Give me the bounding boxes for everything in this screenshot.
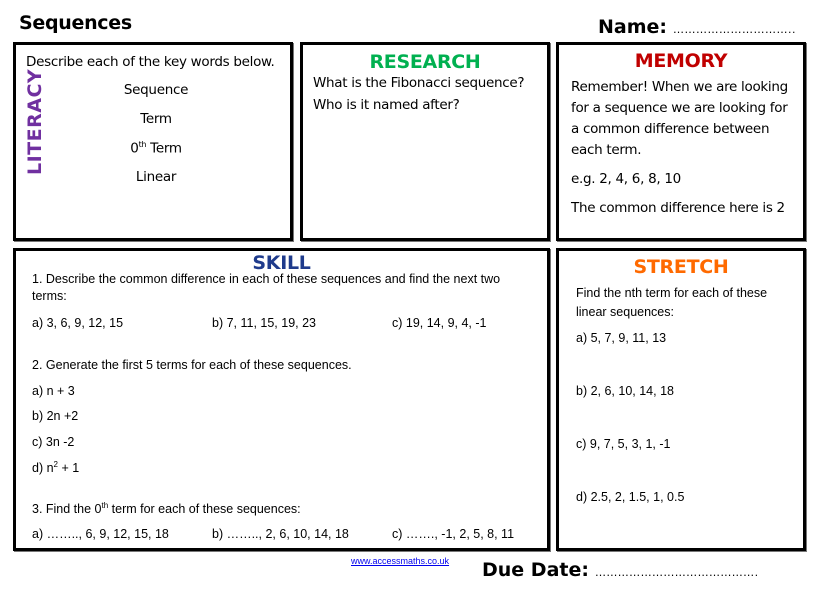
q1-text-line2: terms:: [32, 289, 67, 303]
stretch-item-c: c) 9, 7, 5, 3, 1, -1: [576, 437, 671, 451]
memory-box: [556, 42, 806, 241]
q2-item-b: b) 2n +2: [32, 409, 79, 423]
skill-heading: SKILL: [252, 252, 311, 274]
memory-heading: MEMORY: [634, 50, 728, 72]
stretch-item-b: b) 2, 6, 10, 14, 18: [576, 384, 674, 398]
keyword-zeroth-suffix: Term: [146, 140, 182, 157]
q3-item-b: b) …….., 2, 6, 10, 14, 18: [212, 527, 349, 541]
keyword-sequence: Sequence: [123, 82, 189, 98]
name-label: Name:: [598, 16, 668, 38]
keyword-zeroth-term: [76, 140, 236, 157]
stretch-box: [556, 248, 806, 551]
page-title: Sequences: [19, 12, 132, 34]
q2-item-d-suffix: + 1: [58, 461, 80, 476]
keyword-zeroth-sup: th: [138, 140, 147, 149]
stretch-intro-line2: linear sequences:: [576, 305, 674, 319]
q2-item-d: [32, 460, 79, 475]
q3-item-c: c) ……., -1, 2, 5, 8, 11: [392, 527, 515, 541]
keyword-zeroth-prefix: 0: [130, 140, 139, 157]
research-question-1: What is the Fibonacci sequence?: [313, 75, 525, 91]
name-field[interactable]: [598, 16, 796, 38]
memory-line-2: for a sequence we are looking for: [571, 100, 788, 116]
stretch-item-a: a) 5, 7, 9, 11, 13: [576, 331, 667, 345]
memory-conclusion: The common difference here is 2: [571, 200, 785, 216]
memory-example: e.g. 2, 4, 6, 8, 10: [571, 171, 681, 187]
name-blank[interactable]: …………………………..: [673, 23, 797, 36]
q3-text-prefix: 3. Find the 0: [32, 502, 102, 517]
q3-text-suffix: term for each of these sequences:: [108, 502, 301, 517]
q1-item-c: c) 19, 14, 9, 4, -1: [392, 316, 487, 330]
literacy-intro: Describe each of the key words below.: [26, 54, 275, 70]
due-date-field[interactable]: [482, 559, 758, 581]
q3-text: [32, 501, 301, 516]
research-heading: RESEARCH: [369, 51, 481, 73]
keyword-linear: Linear: [135, 169, 177, 185]
memory-line-3: a common difference between: [571, 121, 770, 137]
literacy-label: LITERACY: [24, 68, 46, 175]
memory-line-4: each term.: [571, 142, 642, 158]
q1-item-a: a) 3, 6, 9, 12, 15: [32, 316, 124, 330]
q2-item-c: c) 3n -2: [32, 435, 75, 449]
q2-item-a: a) n + 3: [32, 384, 75, 398]
q1-text-line1: 1. Describe the common difference in each of these sequences and find the next two: [32, 272, 501, 286]
due-date-label: Due Date:: [482, 559, 589, 581]
q3-item-a: a) …….., 6, 9, 12, 15, 18: [32, 527, 169, 541]
memory-line-1: Remember! When we are looking: [571, 79, 788, 95]
q2-text: 2. Generate the first 5 terms for each of these sequences.: [32, 358, 352, 372]
stretch-intro-line1: Find the nth term for each of these: [576, 286, 768, 300]
q1-item-b: b) 7, 11, 15, 19, 23: [212, 316, 317, 330]
q2-item-d-prefix: d) n: [32, 461, 54, 476]
research-question-2: Who is it named after?: [313, 97, 460, 113]
skill-box: [13, 248, 550, 551]
stretch-heading: STRETCH: [633, 256, 729, 278]
q2-item-d-sup: 2: [53, 460, 58, 469]
accessmaths-link[interactable]: www.accessmaths.co.uk: [351, 556, 450, 566]
literacy-box: [13, 42, 293, 241]
keyword-term: Term: [140, 111, 172, 127]
stretch-item-d: d) 2.5, 2, 1.5, 1, 0.5: [576, 490, 685, 504]
q3-text-sup: th: [101, 501, 109, 510]
research-box: [300, 42, 550, 241]
due-date-blank[interactable]: …………………………………….: [594, 566, 759, 579]
